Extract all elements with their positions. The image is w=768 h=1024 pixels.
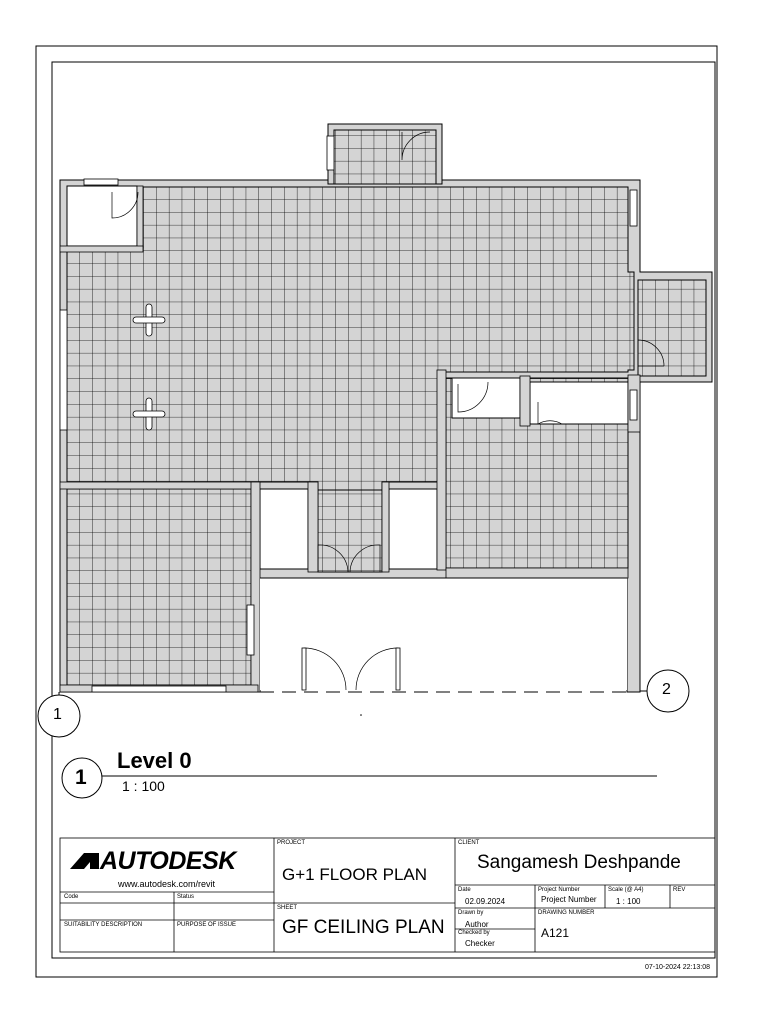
scale-label: Scale (@ A4): [608, 887, 644, 893]
autodesk-logo-mark: [70, 853, 99, 869]
autodesk-logo: AUTODESK: [100, 847, 236, 875]
floor-plan: [60, 124, 712, 716]
drawing-number-value: A121: [541, 926, 570, 940]
drawn-by-label: Drawn by: [458, 910, 484, 916]
view-number: 1: [75, 766, 87, 789]
checked-by-value: Checker: [465, 939, 495, 948]
purpose-label: PURPOSE OF ISSUE: [177, 922, 237, 928]
grid-label-2: 2: [662, 681, 671, 698]
sheet-value: GF CEILING PLAN: [282, 917, 445, 938]
scale-value: 1 : 100: [616, 897, 641, 906]
suitability-label: SUITABILITY DESCRIPTION: [64, 922, 143, 928]
client-value: Sangamesh Deshpande: [477, 852, 681, 873]
view-scale: 1 : 100: [122, 778, 165, 794]
date-label: Date: [458, 887, 471, 893]
status-label: Status: [177, 894, 195, 900]
rev-label: REV: [673, 887, 686, 893]
client-label: CLIENT: [458, 840, 480, 846]
project-number-value: Project Number: [541, 895, 597, 904]
sheet-label: SHEET: [277, 905, 298, 911]
print-timestamp: 07-10-2024 22:13:08: [645, 964, 710, 971]
project-label: PROJECT: [277, 840, 306, 846]
code-label: Code: [64, 894, 79, 900]
drawing-number-label: DRAWING NUMBER: [538, 910, 595, 916]
grid-label-1: 1: [53, 706, 62, 723]
date-value: 02.09.2024: [465, 897, 506, 906]
checked-by-label: Checked by: [458, 930, 490, 936]
project-value: G+1 FLOOR PLAN: [282, 865, 428, 884]
drawn-by-value: Author: [465, 920, 489, 929]
autodesk-website: www.autodesk.com/revit: [118, 879, 216, 889]
view-title: Level 0: [117, 748, 192, 773]
project-number-label: Project Number: [538, 887, 580, 893]
